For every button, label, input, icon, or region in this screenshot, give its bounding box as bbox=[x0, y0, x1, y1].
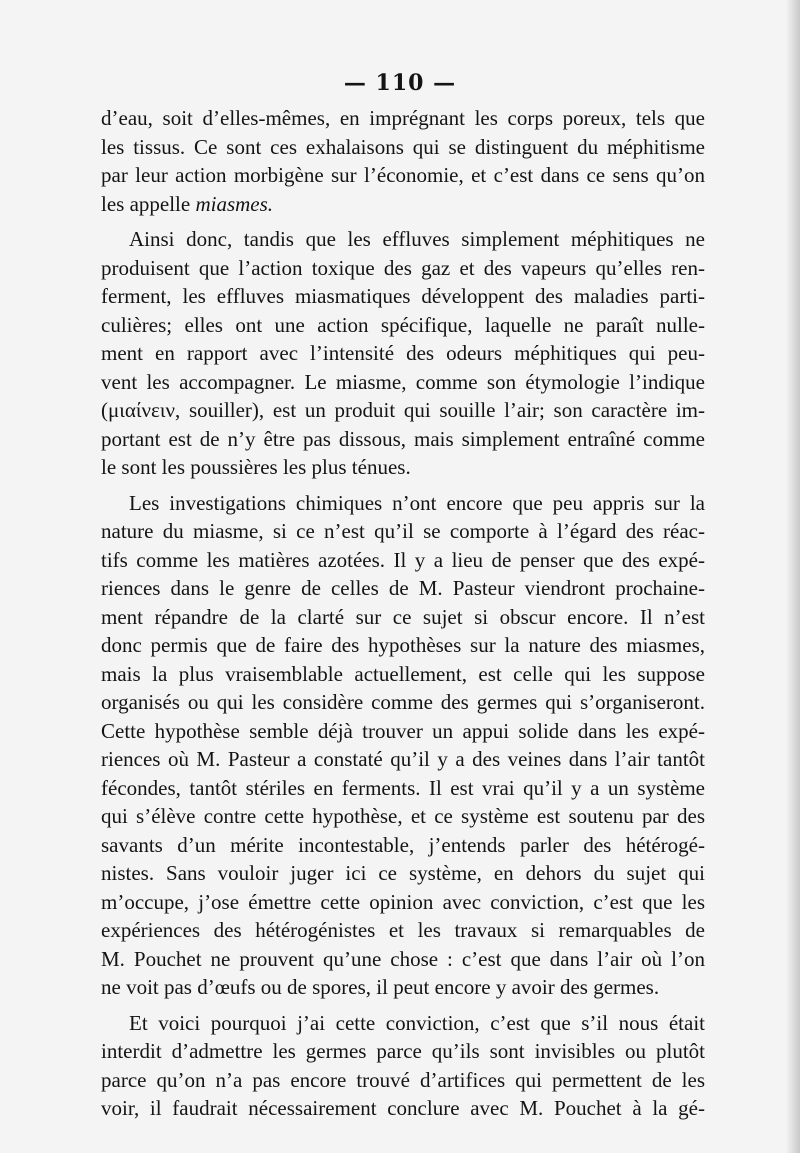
text-line: riences dans le genre de celles de M. Pasteur viendront prochaine- bbox=[101, 576, 705, 600]
text-line: ment répandre de la clarté sur ce sujet si obscur encore. Il n’est bbox=[101, 604, 705, 629]
page-number: — 110 — bbox=[343, 70, 457, 96]
text-line: expériences des hétérogénistes et les travaux si remarquables de bbox=[101, 918, 705, 942]
paragraph bbox=[101, 104, 705, 218]
text-line: par leur action morbigène sur l’économie, et c’est dans ce sens qu’on bbox=[101, 163, 705, 187]
text-line: donc permis que de faire des hypothèses sur la nature des miasmes, bbox=[101, 633, 705, 657]
text-line: ne voit pas d’œufs ou de spores, il peut encore y avoir des germes. bbox=[101, 975, 660, 999]
text-line: Ainsi donc, tandis que les effluves simplement méphitiques ne bbox=[129, 227, 705, 251]
paragraph-gap bbox=[101, 1002, 705, 1009]
text-line: nistes. Sans vouloir juger ici ce système, en dehors du sujet qui bbox=[101, 861, 705, 885]
text-line: culières; elles ont une action spécifique, laquelle ne paraît nulle- bbox=[101, 312, 705, 337]
text-line: savants d’un mérite incontestable, j’entends parler des hétérogé- bbox=[101, 832, 705, 857]
text-line: m’occupe, j’ose émettre cette opinion avec conviction, c’est que les bbox=[101, 889, 705, 914]
page-edge-shadow bbox=[786, 0, 800, 1153]
text-line: ment en rapport avec l’intensité des odeurs méphitiques qui peu- bbox=[101, 341, 705, 365]
text-line: les tissus. Ce sont ces exhalaisons qui se distinguent du méphitisme bbox=[101, 134, 705, 159]
text-line: (μιαίνειν, souiller), est un produit qui souille l’air; son caractère im- bbox=[101, 398, 705, 422]
text-line: Les investigations chimiques n’ont encore que peu appris sur la bbox=[129, 490, 705, 515]
text-line: le sont les poussières les plus ténues. bbox=[101, 455, 411, 479]
text-line: nature du miasme, si ce n’est qu’il se comporte à l’égard des réac- bbox=[101, 519, 705, 543]
body-text bbox=[101, 104, 705, 1123]
text-line: voir, il faudrait nécessairement conclure avec M. Pouchet à la gé- bbox=[101, 1096, 705, 1120]
paragraph bbox=[101, 225, 705, 482]
text-line: Cette hypothèse semble déjà trouver un appui solide dans les expé- bbox=[101, 718, 705, 743]
text-line: Et voici pourquoi j’ai cette conviction, c’est que s’il nous était bbox=[129, 1010, 705, 1035]
paragraph bbox=[101, 489, 705, 1002]
text-line: mais la plus vraisemblable actuellement, est celle qui les suppose bbox=[101, 661, 705, 686]
text-line: tifs comme les matières azotées. Il y a lieu de penser que des expé- bbox=[101, 547, 705, 572]
paragraph bbox=[101, 1009, 705, 1123]
text-line: M. Pouchet ne prouvent qu’une chose : c’est que dans l’air où l’on bbox=[101, 946, 705, 971]
paragraph-gap bbox=[101, 218, 705, 225]
text-line: les appelle miasmes. bbox=[101, 191, 274, 216]
text-line: ferment, les effluves miasmatiques développent des maladies parti- bbox=[101, 284, 705, 308]
paragraph-gap bbox=[101, 482, 705, 489]
text-line: vent les accompagner. Le miasme, comme son étymologie l’indique bbox=[101, 369, 705, 394]
text-line: fécondes, tantôt stériles en ferments. Il est vrai qu’il y a un système bbox=[101, 775, 705, 800]
text-line: portant est de n’y être pas dissous, mais simplement entraîné comme bbox=[101, 426, 705, 451]
text-line: qui s’élève contre cette hypothèse, et ce système est soutenu par des bbox=[101, 804, 705, 828]
text-line: parce qu’on n’a pas encore trouvé d’artifices qui permettent de les bbox=[101, 1067, 705, 1092]
text-line: d’eau, soit d’elles-mêmes, en imprégnant les corps poreux, tels que bbox=[101, 106, 705, 130]
text-line: interdit d’admettre les germes parce qu’ils sont invisibles ou plutôt bbox=[101, 1039, 705, 1063]
text-line: produisent que l’action toxique des gaz et des vapeurs qu’elles ren- bbox=[101, 255, 705, 280]
text-line: riences où M. Pasteur a constaté qu’il y a des veines dans l’air tantôt bbox=[101, 747, 705, 771]
text-line: organisés ou qui les considère comme des germes qui s’organiseront. bbox=[101, 690, 705, 714]
